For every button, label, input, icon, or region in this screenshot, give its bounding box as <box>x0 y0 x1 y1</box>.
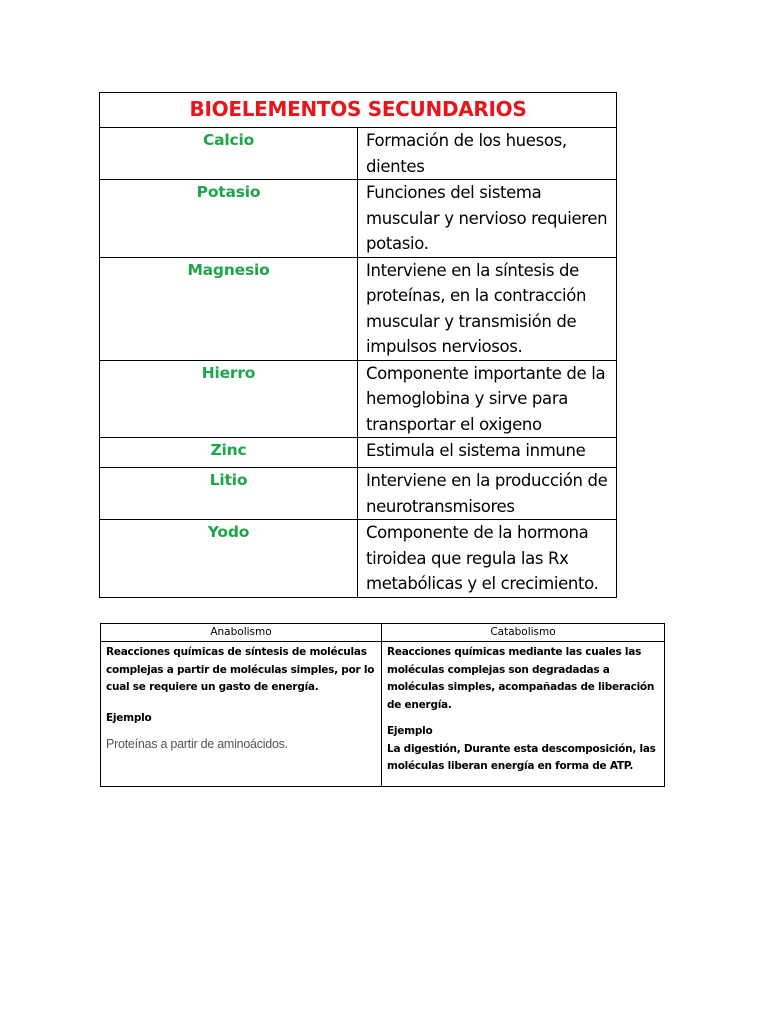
anabolismo-header: Anabolismo <box>101 624 382 642</box>
bioelementos-title-row <box>100 93 617 128</box>
element-description: Funciones del sistema muscular y nervioso requieren potasio. <box>358 180 617 258</box>
catabolismo-header: Catabolismo <box>382 624 665 642</box>
anabolismo-definition: Reacciones químicas de síntesis de moléculas complejas a partir de moléculas simples, por lo cual se requiere un gasto de energía. <box>106 646 375 693</box>
element-name: Calcio <box>100 128 358 180</box>
element-description: Componente importante de la hemoglobina y sirve para transportar el oxigeno <box>358 360 617 438</box>
table-row <box>100 468 617 520</box>
element-name: Yodo <box>100 520 358 598</box>
element-description: Componente de la hormona tiroidea que regula las Rx metabólicas y el crecimiento. <box>358 520 617 598</box>
element-description: Interviene en la producción de neurotransmisores <box>358 468 617 520</box>
catabolismo-example-label: Ejemplo <box>387 725 433 737</box>
table-row <box>100 180 617 258</box>
table-row <box>100 257 617 360</box>
element-name: Potasio <box>100 180 358 258</box>
metabolismo-content-row <box>101 642 665 787</box>
element-name: Hierro <box>100 360 358 438</box>
bioelementos-title: BIOELEMENTOS SECUNDARIOS <box>100 93 617 128</box>
metabolismo-header-row <box>101 624 665 642</box>
bioelementos-table <box>99 92 617 598</box>
anabolismo-cell <box>101 642 382 787</box>
element-name: Magnesio <box>100 257 358 360</box>
table-row <box>100 128 617 180</box>
catabolismo-definition: Reacciones químicas mediante las cuales las moléculas complejas son degradadas a moléculas simples, acompañadas de liberación de energía. <box>387 646 655 711</box>
table-row <box>100 360 617 438</box>
element-description: Interviene en la síntesis de proteínas, en la contracción muscular y transmisión de impulsos nerviosos. <box>358 257 617 360</box>
element-description: Estimula el sistema inmune <box>358 438 617 468</box>
catabolismo-cell <box>382 642 665 787</box>
table-row <box>100 438 617 468</box>
table-row <box>100 520 617 598</box>
catabolismo-example: La digestión, Durante esta descomposición, las moléculas liberan energía en forma de ATP. <box>387 742 656 772</box>
element-description: Formación de los huesos, dientes <box>358 128 617 180</box>
anabolismo-example-label: Ejemplo <box>106 711 152 724</box>
anabolismo-example: Proteínas a partir de aminoácidos. <box>106 737 288 751</box>
element-name: Litio <box>100 468 358 520</box>
metabolismo-table <box>100 623 665 787</box>
element-name: Zinc <box>100 438 358 468</box>
